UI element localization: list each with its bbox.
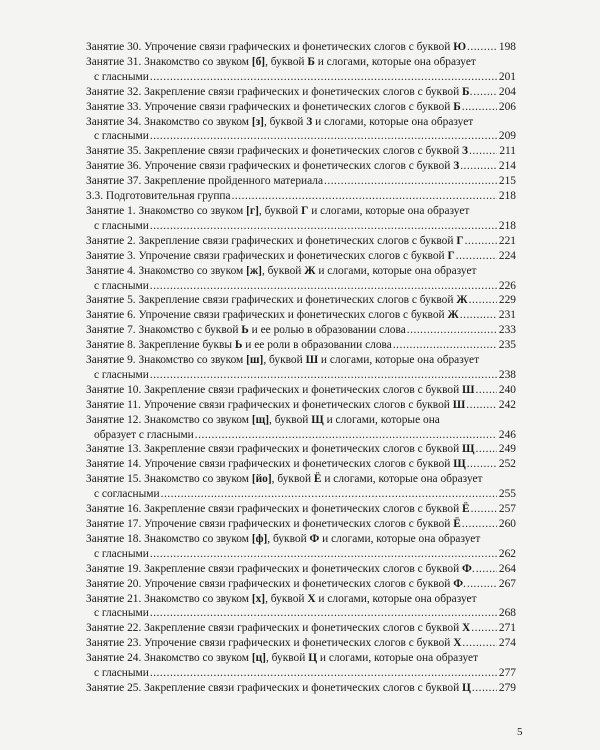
title-bold: Ф [453, 577, 463, 590]
title-text: , буквой [263, 115, 307, 128]
title-text: Занятие 2. Закрепление связи графических и фонетических слогов с буквой [86, 234, 457, 247]
toc-entry-title [86, 621, 470, 636]
dot-leader [161, 487, 497, 502]
toc-entry-title-line [86, 264, 516, 279]
dot-leader [150, 70, 497, 85]
title-bold: Б [453, 100, 461, 113]
toc-entry-page-number: 235 [498, 339, 516, 352]
dot-leader [150, 219, 497, 234]
toc-entry[interactable] [86, 472, 516, 502]
title-text: Занятие 23. Упрочение связи графических и фонетических слогов с буквой [86, 637, 454, 650]
title-bold: [ж] [246, 264, 262, 277]
title-text: Занятие 30. Упрочение связи графических и фонетических слогов с буквой [86, 41, 454, 53]
toc-entry-title [86, 473, 483, 485]
toc-page [86, 40, 516, 696]
dot-leader [407, 323, 497, 338]
toc-entry-page-number: 271 [498, 622, 516, 635]
toc-entry[interactable] [86, 398, 516, 413]
dot-leader [460, 159, 497, 174]
dot-leader [324, 174, 497, 189]
title-text: и слогами, которые она [323, 413, 440, 426]
title-text: Занятие 25. Закрепление связи графических и фонетических слогов с буквой [86, 681, 463, 694]
toc-entry[interactable] [86, 338, 516, 353]
title-text: , буквой [263, 354, 306, 367]
title-text: Занятие 13. Закрепление связи графических и фонетических слогов с буквой [86, 443, 463, 456]
toc-entry-page-number: 262 [498, 547, 516, 560]
toc-entry-page-number: 238 [498, 368, 516, 381]
toc-entry-title [86, 636, 461, 651]
toc-entry-title-line [86, 204, 516, 219]
toc-entry-title-line [86, 398, 516, 413]
table-of-contents [86, 40, 516, 696]
title-bold: Ф [309, 532, 320, 545]
title-text: и слогами, которые она образует [315, 592, 477, 605]
continuation-text: образует с гласными [94, 428, 194, 441]
toc-entry-page-number: 211 [499, 145, 516, 158]
toc-entry[interactable] [86, 55, 516, 85]
continuation-text: с гласными [94, 70, 149, 83]
toc-entry-title [86, 56, 476, 68]
toc-entry-page-number: 277 [498, 667, 516, 680]
title-text: , буквой [265, 55, 308, 68]
toc-entry-title [86, 517, 461, 532]
title-text: Занятие 16. Закрепление связи графических и фонетических слогов с буквой [86, 503, 463, 516]
toc-entry-title-line [86, 55, 516, 70]
toc-entry-page-number: 198 [498, 41, 516, 53]
title-text: Занятие 11. Упрочение связи графических и фонетических слогов с буквой [86, 398, 453, 411]
toc-entry-title-line [86, 308, 516, 323]
title-text: Занятие 21. Знакомство со звуком [86, 592, 252, 605]
toc-entry-title [86, 144, 468, 159]
dot-leader [393, 338, 497, 353]
title-bold: Щ [453, 458, 466, 471]
title-text: Занятие 12. Знакомство со звуком [86, 413, 252, 426]
toc-entry-title-line [86, 323, 516, 338]
toc-entry-page-number: 257 [498, 503, 516, 516]
title-text: и слогами, которые она образует [314, 55, 476, 68]
toc-entry-page-number: 268 [498, 607, 516, 620]
toc-entry[interactable] [86, 189, 516, 204]
toc-entry[interactable] [86, 323, 516, 338]
title-bold: Г [456, 234, 464, 247]
toc-entry-continuation-line [86, 487, 516, 502]
title-bold: Ж [447, 309, 459, 322]
title-bold: Ц [308, 652, 318, 665]
title-text: Занятие 24. Знакомство со звуком [86, 652, 252, 665]
toc-entry[interactable] [86, 204, 516, 234]
toc-entry-title-line [86, 577, 516, 592]
toc-entry-title-line [86, 234, 516, 249]
title-text: . [462, 577, 466, 590]
title-bold: Ж [304, 264, 316, 277]
title-text: Занятие 32. Закрепление связи графических и фонетических слогов с буквой [86, 85, 463, 98]
title-bold: Ф [462, 562, 472, 575]
toc-entry-title-line [86, 115, 516, 130]
toc-entry-page-number: 214 [498, 160, 516, 173]
toc-entry[interactable] [86, 517, 516, 532]
toc-entry-title [86, 652, 478, 664]
title-text: Занятие 33. Упрочение связи графических и фонетических слогов с буквой [86, 100, 454, 113]
title-text: Занятие 20. Упрочение связи графических и фонетических слогов с буквой [86, 577, 454, 590]
toc-entry-page-number: 206 [498, 100, 516, 113]
toc-entry-title [86, 457, 466, 472]
title-text: и слогами, которые она образует [312, 115, 474, 128]
title-bold: Ё [462, 503, 470, 516]
toc-entry-page-number: 267 [498, 577, 516, 590]
toc-entry-title [86, 354, 479, 366]
title-text: и слогами, которые она образует [319, 532, 481, 545]
title-text: , буквой [267, 532, 310, 545]
toc-entry-page-number: 229 [498, 294, 516, 307]
toc-entry[interactable] [86, 621, 516, 636]
toc-entry[interactable] [86, 293, 516, 308]
toc-entry[interactable] [86, 502, 516, 517]
toc-entry-title-line [86, 338, 516, 353]
toc-entry-page-number: 233 [498, 324, 516, 337]
toc-entry[interactable] [86, 115, 516, 145]
title-bold: Х [453, 637, 462, 650]
toc-entry-page-number: 221 [498, 234, 516, 247]
toc-entry-page-number: 224 [498, 249, 516, 262]
title-text: Занятие 35. Закрепление связи графических и фонетических слогов с буквой [86, 145, 463, 158]
toc-entry-page-number: 218 [498, 190, 516, 203]
toc-entry-title [86, 293, 468, 308]
toc-entry-title-line [86, 85, 516, 100]
title-bold: [ш] [246, 354, 264, 367]
continuation-text: с гласными [94, 130, 149, 143]
title-bold: Щ [311, 413, 324, 426]
title-bold: [ц] [251, 652, 266, 665]
toc-entry-continuation-line [86, 666, 516, 681]
toc-entry-title-line [86, 442, 516, 457]
toc-entry-title [86, 398, 465, 413]
toc-entry-page-number: 249 [498, 443, 516, 456]
continuation-text: с гласными [94, 547, 149, 560]
title-text: Занятие 5. Закрепление связи графических и фонетических слогов с буквой [86, 294, 457, 307]
toc-entry-title-line [86, 144, 516, 159]
toc-entry-page-number: 246 [498, 428, 516, 441]
title-text: и слогами, которые она образует [308, 204, 470, 217]
title-text: Занятие 7. Знакомство с буквой [86, 324, 242, 337]
title-text: , буквой [265, 592, 308, 605]
title-text: и ее роли в образовании слова [242, 339, 392, 352]
title-text: и ее ролью в образовании слова [248, 324, 406, 337]
title-text: , буквой [261, 264, 305, 277]
title-bold: [йо] [251, 473, 272, 486]
toc-entry-title [86, 234, 464, 249]
toc-entry-title [86, 502, 470, 517]
toc-entry-continuation-line [86, 547, 516, 562]
title-bold: Ж [456, 294, 468, 307]
dot-leader [471, 621, 497, 636]
toc-entry-title-line [86, 249, 516, 264]
toc-entry-title-line [86, 517, 516, 532]
toc-entry-title-line [86, 457, 516, 472]
toc-entry[interactable] [86, 308, 516, 323]
continuation-text: с гласными [94, 219, 149, 232]
dot-leader [150, 129, 497, 144]
title-bold: З [462, 145, 469, 158]
title-text: Занятие 15. Знакомство со звуком [86, 473, 252, 486]
title-text: Занятие 10. Закрепление связи графических и фонетических слогов с буквой [86, 383, 463, 396]
toc-entry-title [86, 249, 455, 264]
toc-entry-continuation-line [86, 70, 516, 85]
toc-entry-title [86, 40, 466, 55]
dot-leader [195, 428, 497, 443]
toc-entry-title [86, 383, 475, 398]
title-text: Занятие 6. Упрочение связи графических и фонетических слогов с буквой [86, 309, 448, 322]
title-bold: З [453, 160, 460, 173]
toc-entry-page-number: 226 [498, 279, 516, 292]
dot-leader [476, 442, 497, 457]
title-text: и слогами, которые она образует [318, 354, 480, 367]
toc-entry-page-number: 218 [498, 219, 516, 232]
toc-entry[interactable] [86, 577, 516, 592]
continuation-text: с гласными [94, 667, 149, 680]
dot-leader [467, 577, 497, 592]
title-bold: [х] [251, 592, 266, 605]
toc-entry[interactable] [86, 562, 516, 577]
dot-leader [471, 502, 497, 517]
dot-leader [460, 308, 497, 323]
dot-leader [467, 40, 497, 55]
toc-entry-page-number: 204 [498, 85, 516, 98]
dot-leader [473, 85, 496, 100]
dot-leader [462, 636, 496, 651]
title-text: и слогами, которые она образует [315, 264, 477, 277]
dot-leader [469, 144, 497, 159]
toc-entry-title-line [86, 383, 516, 398]
dot-leader [476, 562, 497, 577]
title-bold: Х [462, 622, 471, 635]
continuation-text: с согласными [94, 488, 160, 501]
toc-entry-page-number: 264 [498, 562, 516, 575]
dot-leader [150, 606, 497, 621]
toc-entry[interactable] [86, 353, 516, 383]
dot-leader [150, 666, 497, 681]
continuation-text: с гласными [94, 607, 149, 620]
toc-entry-title [86, 189, 231, 204]
toc-entry-page-number: 255 [498, 488, 516, 501]
toc-entry-title-line [86, 562, 516, 577]
toc-entry[interactable] [86, 457, 516, 472]
dot-leader [456, 249, 497, 264]
dot-leader [150, 368, 497, 383]
toc-entry-title [86, 593, 477, 605]
title-text: и слогами, которые она образует [321, 473, 483, 486]
toc-entry[interactable] [86, 636, 516, 651]
toc-entry-page-number: 231 [498, 309, 516, 322]
toc-entry[interactable] [86, 100, 516, 115]
toc-entry-continuation-line [86, 279, 516, 294]
toc-entry[interactable] [86, 159, 516, 174]
title-text: Занятие 3. Упрочение связи графических и фонетических слогов с буквой [86, 249, 448, 262]
toc-entry-title-line [86, 293, 516, 308]
title-text: . [469, 85, 473, 98]
dot-leader [472, 681, 497, 696]
title-bold: [щ] [251, 413, 270, 426]
toc-entry-title-line [86, 592, 516, 607]
title-text: Занятие 1. Знакомство со звуком [86, 204, 247, 217]
title-bold: Ё [453, 518, 461, 530]
toc-entry-title [86, 562, 475, 577]
toc-entry-title-line [86, 472, 516, 487]
toc-entry[interactable] [86, 442, 516, 457]
title-bold: Ё [313, 473, 322, 486]
dot-leader [469, 293, 497, 308]
title-text: Занятие 19. Закрепление связи графических и фонетических слогов с буквой [86, 562, 463, 575]
toc-entry[interactable] [86, 651, 516, 681]
dot-leader [466, 398, 497, 413]
title-bold: Ь [241, 324, 249, 337]
title-bold: Б [307, 55, 315, 68]
toc-entry-title [86, 308, 459, 323]
title-text: , буквой [258, 204, 302, 217]
toc-entry[interactable] [86, 264, 516, 294]
toc-entry-title [86, 681, 471, 696]
toc-entry-page-number: 242 [498, 398, 516, 411]
title-text: и слогами, которые она образует [317, 652, 479, 665]
toc-entry-page-number: 209 [498, 130, 516, 143]
toc-entry[interactable] [86, 383, 516, 398]
title-bold: Б [462, 85, 470, 98]
toc-entry-continuation-line [86, 428, 516, 443]
toc-entry-title [86, 100, 461, 115]
title-text: Занятие 4. Знакомство со звуком [86, 264, 247, 277]
toc-entry-title-line [86, 159, 516, 174]
toc-entry[interactable] [86, 40, 516, 55]
title-bold: Г [301, 204, 309, 217]
toc-entry-title [86, 205, 469, 217]
toc-entry-title [86, 414, 440, 426]
title-bold: [б] [251, 55, 266, 68]
toc-entry[interactable] [86, 85, 516, 100]
title-bold: З [306, 115, 313, 128]
toc-entry-continuation-line [86, 368, 516, 383]
toc-entry-title-line [86, 353, 516, 368]
toc-entry-title [86, 159, 459, 174]
title-text: Занятие 9. Знакомство со звуком [86, 354, 247, 367]
toc-entry-page-number: 201 [498, 70, 516, 83]
toc-entry[interactable] [86, 249, 516, 264]
page-number: 5 [517, 726, 523, 738]
title-text: Занятие 37. Закрепление пройденного материала [86, 175, 324, 188]
toc-entry[interactable] [86, 234, 516, 249]
toc-entry-page-number: 260 [498, 518, 516, 530]
title-text: Занятие 36. Упрочение связи графических и фонетических слогов с буквой [86, 160, 454, 173]
title-bold: Щ [462, 443, 475, 456]
toc-entry-title-line [86, 681, 516, 696]
dot-leader [462, 517, 497, 532]
toc-entry-page-number: 252 [498, 458, 516, 471]
toc-entry[interactable] [86, 413, 516, 443]
toc-entry-page-number: 240 [498, 383, 516, 396]
title-bold: Ь [234, 339, 243, 352]
toc-entry-page-number: 274 [498, 637, 516, 650]
title-bold: Ш [305, 354, 319, 367]
toc-entry-title [86, 174, 323, 189]
toc-entry-title [86, 116, 473, 128]
toc-entry-title [86, 85, 472, 100]
title-text: 3.3. Подготовительная группа [86, 190, 231, 203]
title-text: Занятие 22. Закрепление связи графических и фонетических слогов с буквой [86, 622, 463, 635]
toc-entry-title [86, 323, 406, 338]
toc-entry-page-number: 279 [498, 681, 516, 694]
title-bold: Ш [452, 398, 466, 411]
toc-entry-title [86, 265, 477, 277]
toc-entry-continuation-line [86, 606, 516, 621]
title-text: Занятие 14. Упрочение связи графических и фонетических слогов с буквой [86, 458, 454, 471]
title-bold: [ф] [251, 532, 268, 545]
toc-entry-title-line [86, 636, 516, 651]
title-text: , буквой [265, 652, 309, 665]
toc-entry[interactable] [86, 681, 516, 696]
toc-entry-title-line [86, 40, 516, 55]
title-bold: Ц [462, 681, 471, 694]
toc-entry-page-number: 215 [498, 175, 516, 188]
dot-leader [467, 457, 497, 472]
title-text: , буквой [269, 413, 312, 426]
toc-entry-continuation-line [86, 129, 516, 144]
continuation-text: с гласными [94, 368, 149, 381]
title-bold: Ю [453, 41, 467, 53]
toc-entry-title [86, 442, 475, 457]
title-bold: [з] [251, 115, 264, 128]
title-text: , буквой [271, 473, 314, 486]
toc-entry[interactable] [86, 174, 516, 189]
toc-entry-title-line [86, 189, 516, 204]
title-text: Занятие 34. Знакомство со звуком [86, 115, 252, 128]
dot-leader [150, 547, 497, 562]
title-bold: Г [447, 249, 455, 262]
toc-entry-title [86, 577, 466, 592]
title-text: Занятие 31. Знакомство со звуком [86, 55, 252, 68]
toc-entry-title-line [86, 100, 516, 115]
title-bold: [г] [246, 204, 259, 217]
toc-entry-title [86, 533, 480, 545]
dot-leader [462, 100, 497, 115]
title-text: Занятие 8. Закрепление буквы [86, 339, 235, 352]
toc-entry[interactable] [86, 144, 516, 159]
dot-leader [232, 189, 497, 204]
dot-leader [150, 279, 497, 294]
title-text: Занятие 18. Знакомство со звуком [86, 532, 252, 545]
toc-entry-title-line [86, 621, 516, 636]
toc-entry-title-line [86, 532, 516, 547]
toc-entry-title-line [86, 502, 516, 517]
toc-entry-title [86, 338, 392, 353]
toc-entry-title-line [86, 174, 516, 189]
toc-entry[interactable] [86, 592, 516, 622]
title-text: . [471, 562, 475, 575]
dot-leader [465, 234, 497, 249]
continuation-text: с гласными [94, 279, 149, 292]
toc-entry-title-line [86, 651, 516, 666]
toc-entry-title-line [86, 413, 516, 428]
toc-entry[interactable] [86, 532, 516, 562]
title-bold: Ш [462, 383, 475, 396]
title-bold: Х [307, 592, 316, 605]
toc-entry-continuation-line [86, 219, 516, 234]
title-text: Занятие 17. Упрочение связи графических и фонетических слогов с буквой [86, 518, 454, 530]
dot-leader [476, 383, 497, 398]
